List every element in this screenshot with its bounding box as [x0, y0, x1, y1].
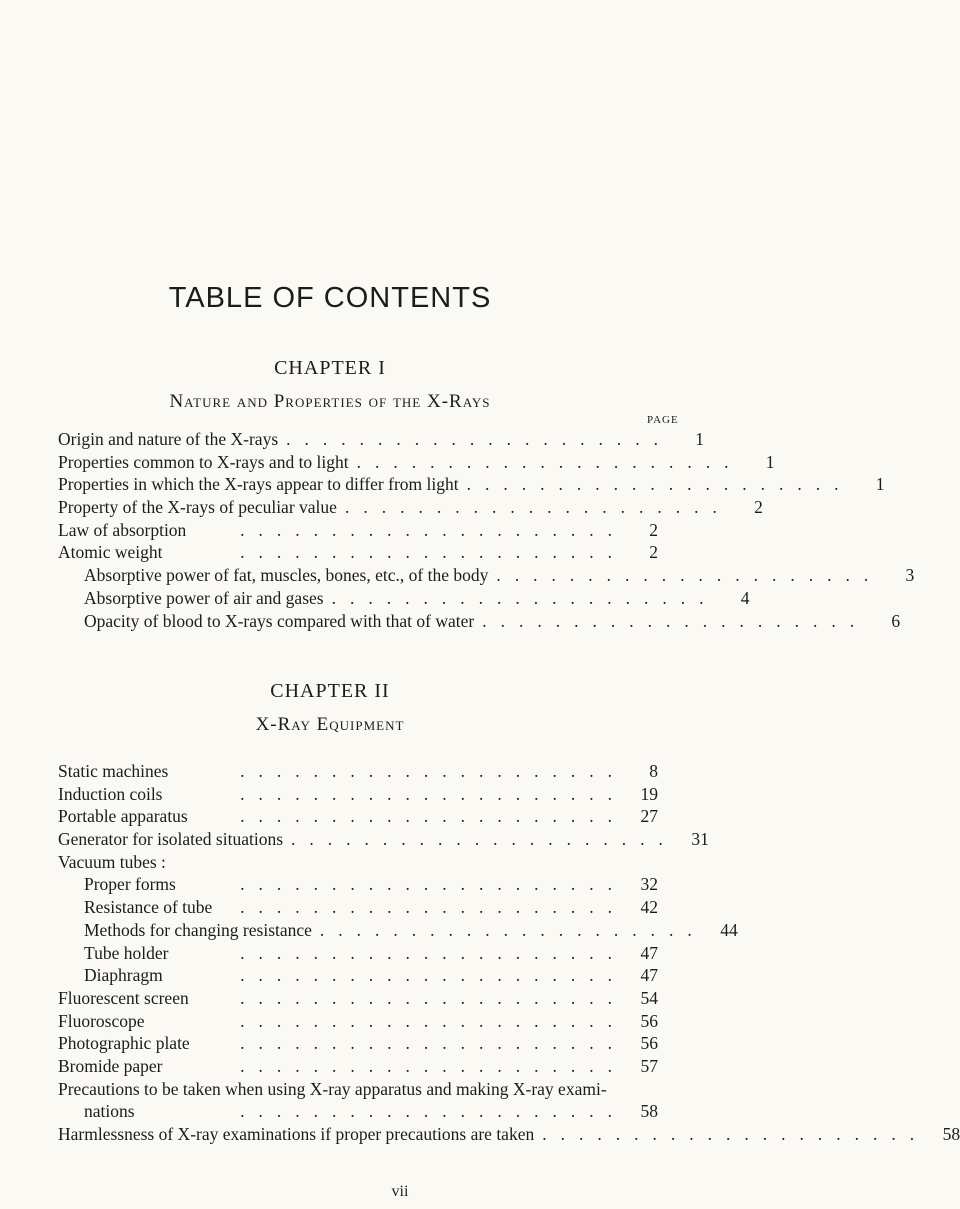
- entry-title: Induction coils: [58, 783, 163, 804]
- entry-page: 19: [640, 783, 658, 804]
- dot-leader: .....................: [240, 1101, 626, 1122]
- entry-title: Absorptive power of air and gases: [84, 587, 324, 608]
- entry-title: nations: [84, 1101, 135, 1122]
- dot-leader: .....................: [291, 829, 677, 850]
- toc-entry: [58, 587, 750, 610]
- entry-title: Properties in which the X-rays appear to differ from light: [58, 474, 459, 495]
- entry-title: Photographic plate: [58, 1033, 190, 1054]
- dot-leader: .....................: [240, 1033, 626, 1054]
- entry-page: 58: [640, 1101, 658, 1122]
- toc-entry: [58, 541, 658, 564]
- entry-title: Atomic weight: [58, 542, 163, 563]
- toc-entry: [58, 828, 709, 851]
- toc-entry-heading: [58, 851, 658, 874]
- entry-page: 6: [891, 610, 901, 631]
- entry-title: Resistance of tube: [84, 897, 213, 918]
- page-title: TABLE OF CONTENTS: [168, 282, 492, 314]
- dot-leader: .....................: [240, 987, 626, 1008]
- dot-leader: .....................: [240, 783, 626, 804]
- entry-page: 57: [640, 1055, 658, 1076]
- dot-leader: .....................: [240, 761, 626, 781]
- chapter-1-label: CHAPTER I: [274, 357, 386, 379]
- entry-page: 54: [640, 987, 658, 1008]
- dot-leader: .....................: [331, 587, 718, 608]
- entry-title: Proper forms: [84, 874, 176, 895]
- entry-title: Precautions to be taken when using X-ray apparatus and making X-ray exami-: [58, 1078, 607, 1099]
- toc-entry: [58, 1055, 658, 1078]
- entry-page: 44: [720, 919, 738, 940]
- entry-page: 1: [695, 429, 705, 449]
- toc-entry: [58, 760, 658, 783]
- dot-leader: .....................: [319, 919, 706, 940]
- dot-leader: .....................: [240, 874, 626, 895]
- entry-page: 56: [640, 1010, 658, 1031]
- entry-title: Property of the X-rays of peculiar value: [58, 497, 337, 518]
- entry-title: Portable apparatus: [58, 806, 188, 827]
- entry-page: 4: [740, 587, 750, 608]
- dot-leader: .....................: [240, 897, 626, 918]
- entry-page: 31: [691, 829, 709, 850]
- entry-page: 42: [640, 897, 658, 918]
- dot-leader: .....................: [240, 542, 626, 563]
- entry-title: Fluoroscope: [58, 1010, 145, 1031]
- entry-page: 27: [640, 806, 658, 827]
- dot-leader: .....................: [344, 497, 731, 518]
- toc-entry: [58, 919, 738, 942]
- chapter-1-subtitle: Nature and Properties of the X-Rays: [169, 391, 491, 412]
- toc-entry: [58, 1010, 658, 1033]
- entry-page: 3: [905, 565, 915, 586]
- entry-page: 47: [640, 942, 658, 963]
- entry-title: Fluorescent screen: [58, 987, 189, 1008]
- toc-entry: [58, 964, 658, 987]
- dot-leader: .....................: [356, 451, 743, 472]
- toc-entry: [58, 610, 901, 633]
- dot-leader: .....................: [482, 610, 869, 631]
- entry-page: 2: [649, 519, 658, 540]
- dot-leader: .....................: [286, 429, 673, 449]
- entry-page: 1: [875, 474, 885, 495]
- dot-leader: .....................: [240, 806, 626, 827]
- toc-entry: [58, 428, 705, 451]
- toc-entry: [58, 873, 658, 896]
- page-folio: vii: [391, 1183, 409, 1200]
- toc-entry: [58, 451, 775, 474]
- chapter-2-subtitle: X-Ray Equipment: [255, 714, 405, 735]
- entry-title: Tube holder: [84, 942, 169, 963]
- entry-title: Law of absorption: [58, 519, 187, 540]
- toc-entry: [58, 805, 658, 828]
- entry-title: Generator for isolated situations: [58, 829, 284, 850]
- toc-entry: [58, 896, 658, 919]
- toc-entry: [58, 942, 658, 965]
- toc-entry: [58, 473, 885, 496]
- chapter-2-label: CHAPTER II: [270, 680, 390, 702]
- entry-title: Vacuum tubes :: [58, 851, 166, 872]
- page-column-label: PAGE: [647, 414, 679, 426]
- dot-leader: .....................: [240, 1055, 626, 1076]
- entry-page: 2: [754, 497, 763, 518]
- chapter-1-entries: [58, 428, 915, 632]
- entry-title: Opacity of blood to X-rays compared with that of water: [84, 610, 475, 631]
- toc-entry-hanging-line1: [58, 1078, 658, 1101]
- entry-title: Properties common to X-rays and to light: [58, 451, 349, 472]
- entry-title: Diaphragm: [84, 965, 163, 986]
- toc-entry: [58, 1123, 960, 1146]
- entry-page: 47: [640, 965, 658, 986]
- entry-page: 32: [640, 874, 658, 895]
- toc-entry: [58, 519, 658, 542]
- toc-entry: [58, 496, 763, 519]
- dot-leader: .....................: [240, 965, 626, 986]
- dot-leader: .....................: [466, 474, 853, 495]
- entry-page: 1: [765, 451, 775, 472]
- entry-title: Methods for changing resistance: [84, 919, 312, 940]
- toc-entry: [58, 783, 658, 806]
- dot-leader: .....................: [542, 1124, 929, 1144]
- chapter-2-entries: [58, 760, 960, 1146]
- toc-entry-hanging-line2: [58, 1100, 658, 1123]
- dot-leader: .....................: [240, 1010, 626, 1031]
- toc-entry: [58, 564, 915, 587]
- entry-page: 8: [649, 761, 658, 781]
- entry-title: Origin and nature of the X-rays: [58, 429, 279, 449]
- toc-entry: [58, 1032, 658, 1055]
- dot-leader: .....................: [240, 519, 626, 540]
- entry-page: 2: [649, 542, 658, 563]
- entry-title: Harmlessness of X-ray examinations if proper precautions are taken: [58, 1124, 535, 1144]
- entry-title: Static machines: [58, 761, 169, 781]
- entry-page: 58: [942, 1124, 960, 1144]
- toc-entry: [58, 987, 658, 1010]
- dot-leader: .....................: [240, 942, 626, 963]
- entry-title: Bromide paper: [58, 1055, 163, 1076]
- dot-leader: .....................: [496, 565, 883, 586]
- entry-title: Absorptive power of fat, muscles, bones, etc., of the body: [84, 565, 489, 586]
- entry-page: 56: [640, 1033, 658, 1054]
